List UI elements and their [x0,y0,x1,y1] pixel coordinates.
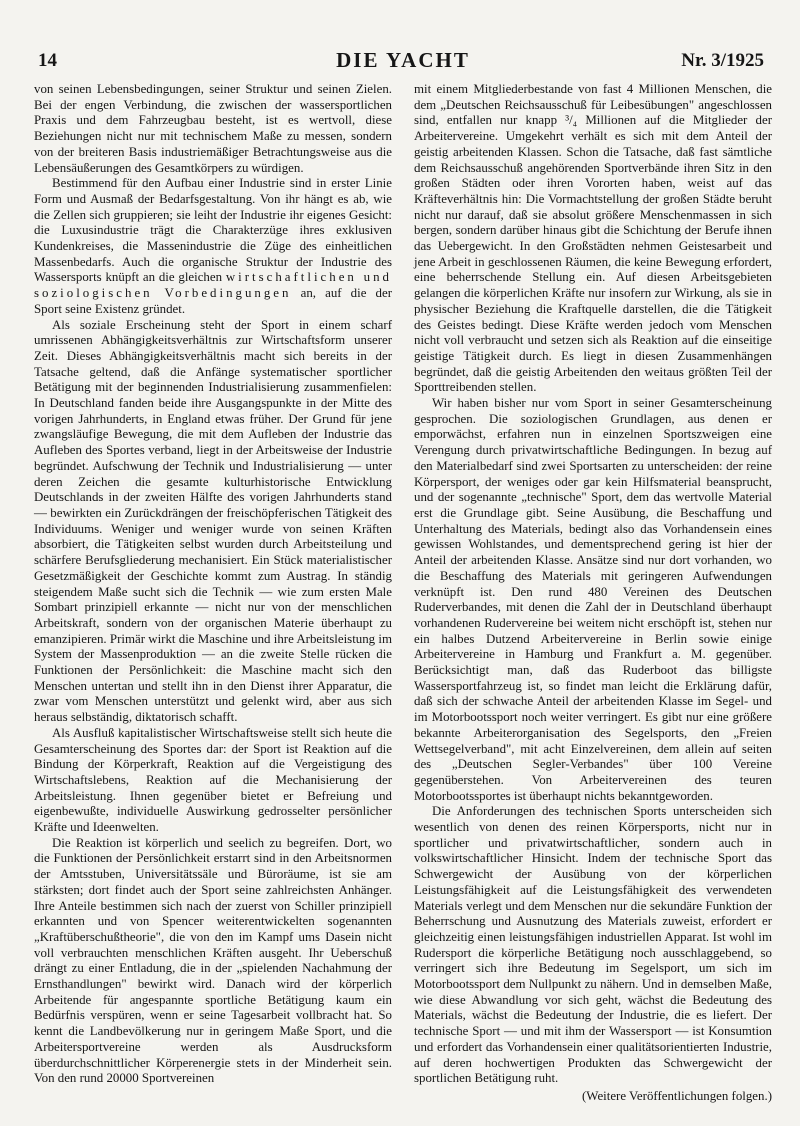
left-column [34,82,392,1105]
emphasized-text: wirtschaftlichen und soziologischen Vorbedingungen [34,270,392,301]
journal-title: DIE YACHT [336,48,470,72]
page-header [34,40,772,72]
page-number: 14 [38,50,57,71]
paragraph: von seinen Lebensbedingungen, seiner Struktur und seinen Zielen. Bei der engen Verbindung, die zwischen der wassersportlichen Praxis und dem Fahrzeugbau besteht, ist es wertvoll, diese Beziehungen nicht nur mit technischem Maße zu messen, sondern von der breiteren Basis industriemäßiger Betrachtungsweise aus die Lebensäußerungen des Gesamtkörpers zu würdigen. [34,82,392,175]
paragraph-text: an, auf die der Sport seine Existenz gründet. [34,286,392,316]
article-body [34,82,772,1105]
paragraph: mit einem Mitgliederbestande von fast 4 Millionen Menschen, die dem „Deutschen Reichsausschuß für Leibesübungen" angeschlossen sind, entfallen nur knapp ³/₄ Millionen auf die Mitglieder der Arbeitervereine. Umgekehrt verhält es sich mit dem Anteil der geistig arbeitenden Klassen. Schon die Tatsache, daß fast sämtliche dem Reichsausschuß angehörenden Sportverbände ihren Sitz in den großen Städten oder ihren Vororten haben, weist auf das Kräfteverhältnis hin: Die Vormachtstellung der großen Städte beruht nicht nur darauf, daß sie absolut größere Menschenmassen in sich bergen, sondern darüber hinaus gibt die Schichtung der Berufe ihnen das Uebergewicht. In den Großstädten nehmen Geistesarbeit und jene Arbeit in geschlossenen Räumen, die keine Bewegung erfordert, eine beherrschende Stellung ein. Auf diesen Arbeitsgebieten gelangen die körperlichen Kräfte nur insofern zur Wirkung, als sie in physischer Beziehung die Kraftquelle darstellen, die die Tätigkeit des Geistes bedingt. Diese Kräfte werden jedoch vom Menschen nicht voll verbraucht und setzen sich als Reaktion auf die einseitige geistige Tätigkeit durch. Es liegt in diesen Zusammenhängen begründet, daß die geistig Arbeitenden den weitaus größten Teil der Sporttreibenden stellen. [414,82,772,395]
paragraph: Die Anforderungen des technischen Sports unterscheiden sich wesentlich von denen des reinen Körpersports, nicht nur in sportlicher und privatwirtschaftlicher, sondern auch in volkswirtschaftlicher Hinsicht. Indem der technische Sport das Schwergewicht der Ausübung von der körperlichen Leistungsfähigkeit auf die Leistungsfähigkeit des verwendeten Materials verlegt und dem Menschen nur die sekundäre Funktion der Beherrschung und Ausnutzung des Materials zuweist, erfordert er gleichzeitig einen leistungsfähigen industriellen Apparat. Ist wohl im Rudersport die körperliche Betätigung noch ausschlaggebend, so verringert sich ihre Bedeutung im Segelsport, um sich im Motorbootssport dem Nullpunkt zu nähern. Und in demselben Maße, wie diese Abwandlung vor sich geht, wächst die Bedeutung des Materials, wächst die Bedeutung der Industrie, die es liefert. Der technische Sport — und mit ihm der Wassersport — ist Konsumtion und erfordert das Vorhandensein einer qualitätsorientierten Industrie, auf deren hochwertigen Produkten das Schwergewicht der sportlichen Betätigung ruht. [414,804,772,1086]
continuation-note: (Weitere Veröffentlichungen folgen.) [582,1089,772,1103]
paragraph [34,176,392,317]
right-column [414,82,772,1105]
paragraph: Die Reaktion ist körperlich und seelich zu begreifen. Dort, wo die Funktionen der Persönlichkeit erstarrt sind in den Arbeitsnormen der Amtsstuben, Universitätssäle und Büroräume, ist sie am stärksten; dort findet auch der Sport seine zahlreichsten Anhänger. Ihre Anteile bestimmen sich nach der zuerst von Schiller prinzipiell erkannten und von Spencer weiterentwickelten sogenannten „Kraftüberschußtheorie", die von den im Kampf ums Dasein nicht voll verbrauchten menschlichen Kräften ausgeht. Ihr Ueberschuß drängt zu einer Entladung, die in der „spielenden Nachahmung der Ernsthandlungen" bewirkt wird. Danach wird der körperlich Arbeitende für angespannte sportliche Betätigung kaum ein Bedürfnis verspüren, wenn er seine Tagesarbeit vollbracht hat. So kennt die Landbevölkerung nur in geringem Maße Sport, und die Arbeitersportvereine werden als Ausdrucksform überdurchschnittlicher Körperenergie stets in der Minderheit sein. Von den rund 20000 Sportvereinen [34,835,392,1086]
paragraph-text: Bestimmend für den Aufbau einer Industrie sind in erster Linie Form und Ausmaß der Bedarfsgestaltung. Von ihr hängt es ab, wie die Zellen sich gruppieren; sie leiht der Industrie ihr eigenes Gesicht: die Luxusindustrie trägt die Charakterzüge ihres exklusiven Kundenkreises, die Massenindustrie die Züge des einheitlichen Massenbedarfs. Auch die organische Struktur der Industrie des Wassersports knüpft an die gleichen [34,176,392,285]
paragraph: Wir haben bisher nur vom Sport in seiner Gesamterscheinung gesprochen. Die soziologischen Grundlagen, aus denen er emporwächst, erfahren nun in einzelnen Sportszweigen eine Verengung durch privatwirtschaftliche Bedingungen. In bezug auf den Materialbedarf sind zwei Sportsarten zu unterscheiden: der reine Körpersport, der weniges oder gar kein Hilfsmaterial beansprucht, und der sogenannte „technische" Sport, dem das wertvolle Material erst die Grundlage gibt. Seine Ausübung, die Beschaffung und Unterhaltung des Materials, bedingt also das Vorhandensein eines gewissen Wohlstandes, und dementsprechend gering ist hier der Anteil der arbeitenden Klasse. Ansätze sind nur dort vorhanden, wo die Beschaffung des Materials mit geringeren Aufwendungen verknüpft ist. Den rund 480 Vereinen des Deutschen Ruderverbandes, mit denen die Zahl der in Deutschland überhaupt vorhandenen Rudervereine bei weitem nicht erschöpft ist, stehen nur ein halbes Dutzend Arbeitervereine in Berlin sowie einige Arbeitervereine in Hamburg und Frankfurt a. M. gegenüber. Berücksichtigt man, daß das Ruderboot das billigste Wassersportfahrzeug ist, so findet man leicht die Erklärung dafür, daß sich der schwache Anteil der arbeitenden Klasse im Segel- und im Motorbootssport noch weiter verringert. Es gibt nur eine größere bekannte Arbeiterorganisation des Segelsports, den „Freien Wettsegelverband", mit acht Einzelvereinen, dem allein auf seiten des „Deutschen Segler-Verbandes" über 100 Vereine gegenüberstehen. Von Arbeitervereinen des teuren Motorbootssportes ist überhaupt nichts bekanntgeworden. [414,396,772,803]
paragraph: Als soziale Erscheinung steht der Sport in einem scharf umrissenen Abhängigkeitsverhältnis zur Wirtschaftsform unserer Zeit. Dieses Abhängigkeitsverhältnis macht sich bereits in der Tatsache geltend, daß die Anfänge systematischer sportlicher Betätigung mit der beginnenden Industrialisierung zusammenfielen: In Deutschland fanden beide ihre Ausgangspunkte in der Mitte des vorigen Jahrhunderts, in England etwas früher. Der Grund für jene zwangsläufige Bewegung, die mit dem Aufleben der Industrie das Aufleben des Sportes verband, liegt in der Arbeitsweise der Industrie begründet. Aufschwung der Technik und Industrialisierung — unter deren Zeichen die gesamte kulturhistorische Entwicklung Deutschlands in der zweiten Hälfte des vorigen Jahrhunderts stand — bewirkten ein Zurückdrängen der freischöpferischen Tätigkeit des Individuums. Weniger und weniger wurde von seinen Kräften absorbiert, die Tätigkeiten selbst wurden durch Arbeitsteilung und schärfere Berufsgliederung mechanisiert. Ein Stück materialistischer Gesetzmäßigkeit der Geschichte kommt zum Austrag. In ständig steigendem Maße sucht sich die Technik — wie zum ersten Male Sombart prinzipiell erkannte — nicht nur von der menschlichen Arbeitskraft, sondern von der organischen Materie überhaupt zu emanzipieren. Primär wirkt die Maschine und ihre Arbeitsleistung im System der Massenproduktion — an die zweite Stelle rücken die Funktionen der Persönlichkeit: die Maschine macht sich den Menschen untertan und stellt ihn in den Dienst ihrer Apparatur, die zwar vom Menschen unterstützt und gelenkt wird, aber aus sich heraus selbständig, diktatorisch schafft. [34,317,392,725]
issue-number: Nr. 3/1925 [681,50,764,71]
paragraph: Als Ausfluß kapitalistischer Wirtschaftsweise stellt sich heute die Gesamterscheinung des Sportes dar: der Sport ist Reaktion auf die Bindung der Körperkraft, Reaktion auf die Vergeistigung des Wirtschaftslebens, Reaktion auf die Mechanisierung der Arbeitsleistung. Ihnen gegenüber bietet er Befreiung und eigenbewußte, individuelle Auswirkung gedrosselter persönlicher Kräfte und Ideenwelten. [34,725,392,835]
